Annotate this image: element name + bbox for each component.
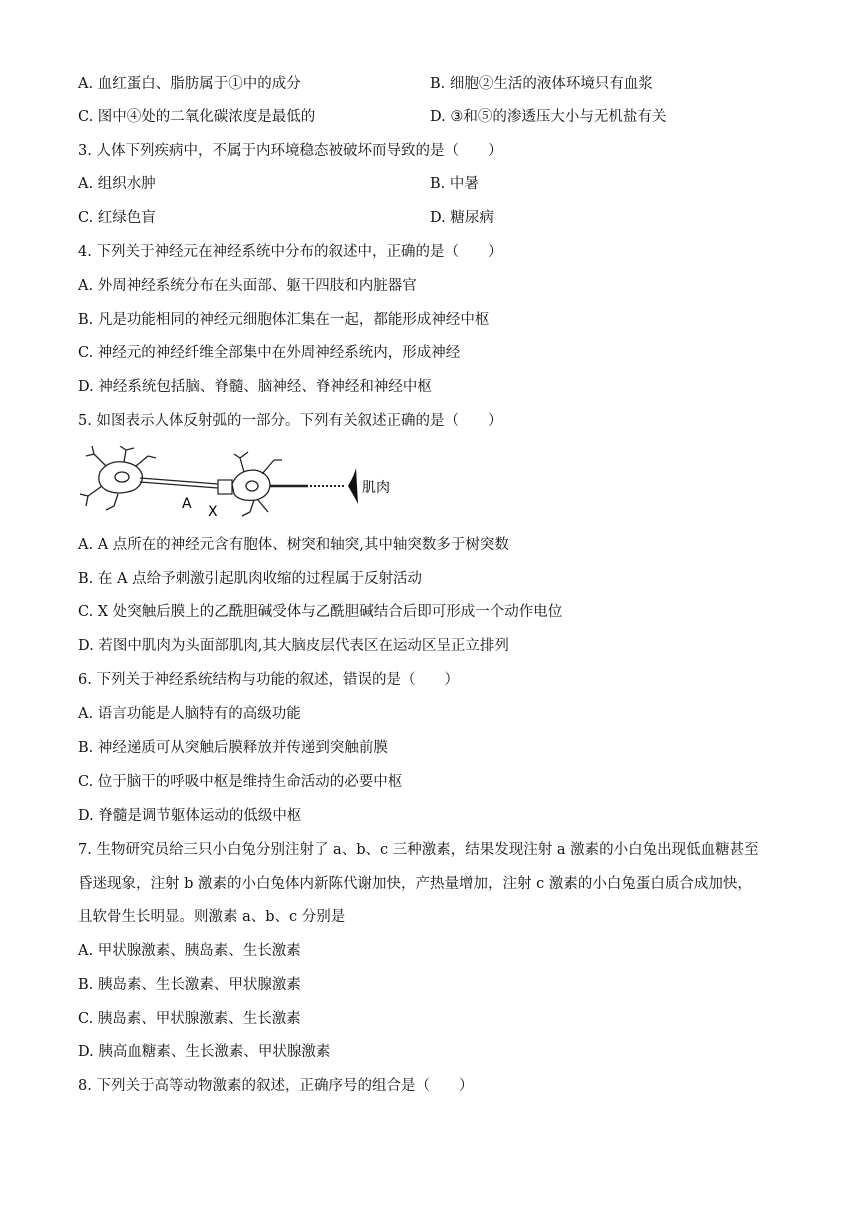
q6-option-c: C. 位于脑干的呼吸中枢是维持生命活动的必要中枢 [78,774,403,790]
q4-stem: 4. 下列关于神经元在神经系统中分布的叙述中，正确的是（ ） [78,244,503,260]
reflex-arc-figure [78,446,418,518]
q4-option-d: D. 神经系统包括脑、脊髓、脑神经、脊神经和神经中枢 [78,379,432,395]
label-x: X [208,504,218,518]
q6-option-d: D. 脊髓是调节躯体运动的低级中枢 [78,808,302,824]
q8-stem: 8. 下列关于高等动物激素的叙述，正确序号的组合是（ ） [78,1078,474,1094]
q7-option-d: D. 胰高血糖素、生长激素、甲状腺激素 [78,1044,331,1060]
q4-option-a: A. 外周神经系统分布在头面部、躯干四肢和内脏器官 [78,278,417,294]
q5-stem: 5. 如图表示人体反射弧的一部分。下列有关叙述正确的是（ ） [78,413,503,429]
neuron-right-icon [232,452,308,516]
label-a: A [182,496,192,512]
q7-option-a: A. 甲状腺激素、胰岛素、生长激素 [78,943,301,959]
q5-option-d: D. 若图中肌肉为头面部肌肉,其大脑皮层代表区在运动区呈正立排列 [78,638,509,654]
q2-option-a: A. 血红蛋白、脂肪属于①中的成分 [78,76,301,92]
q3-option-a: A. 组织水肿 [78,176,156,192]
q7-option-b: B. 胰岛素、生长激素、甲状腺激素 [78,977,301,993]
q7-stem-line-1: 7. 生物研究员给三只小白兔分别注射了 a、b、c 三种激素，结果发现注射 a 激素的小白兔出现低血糖甚至 [78,842,759,858]
q4-option-b: B. 凡是功能相同的神经元细胞体汇集在一起，都能形成神经中枢 [78,312,490,328]
q3-option-d: D. 糖尿病 [430,210,494,226]
label-muscle: 肌肉 [362,480,390,496]
q6-option-b: B. 神经递质可从突触后膜释放并传递到突触前膜 [78,740,388,756]
q3-stem: 3. 人体下列疾病中，不属于内环境稳态被破坏而导致的是（ ） [78,143,503,159]
q2-option-c: C. 图中④处的二氧化碳浓度是最低的 [78,109,316,125]
q7-option-c: C. 胰岛素、甲状腺激素、生长激素 [78,1011,301,1027]
q2-option-b: B. 细胞②生活的液体环境只有血浆 [430,76,653,92]
q3-option-b: B. 中暑 [430,176,479,192]
q4-option-c: C. 神经元的神经纤维全部集中在外周神经系统内，形成神经 [78,345,461,361]
q6-stem: 6. 下列关于神经系统结构与功能的叙述，错误的是（ ） [78,672,459,688]
q2-option-d: D. ③和⑤的渗透压大小与无机盐有关 [430,109,667,125]
q5-option-a: A. A 点所在的神经元含有胞体、树突和轴突,其中轴突数多于树突数 [78,537,509,553]
muscle-endplate-icon [348,468,358,504]
q5-option-c: C. X 处突触后膜上的乙酰胆碱受体与乙酰胆碱结合后即可形成一个动作电位 [78,604,563,620]
q3-option-c: C. 红绿色盲 [78,210,156,226]
q6-option-a: A. 语言功能是人脑特有的高级功能 [78,706,301,722]
q7-stem-line-2: 昏迷现象，注射 b 激素的小白兔体内新陈代谢加快，产热量增加，注射 c 激素的小白兔蛋白质合成加快， [78,876,752,892]
synapse-box [218,480,232,494]
q7-stem-line-3: 且软骨生长明显。则激素 a、b、c 分别是 [78,909,346,925]
neuron-left-icon [80,446,218,510]
q5-option-b: B. 在 A 点给予刺激引起肌肉收缩的过程属于反射活动 [78,571,423,587]
